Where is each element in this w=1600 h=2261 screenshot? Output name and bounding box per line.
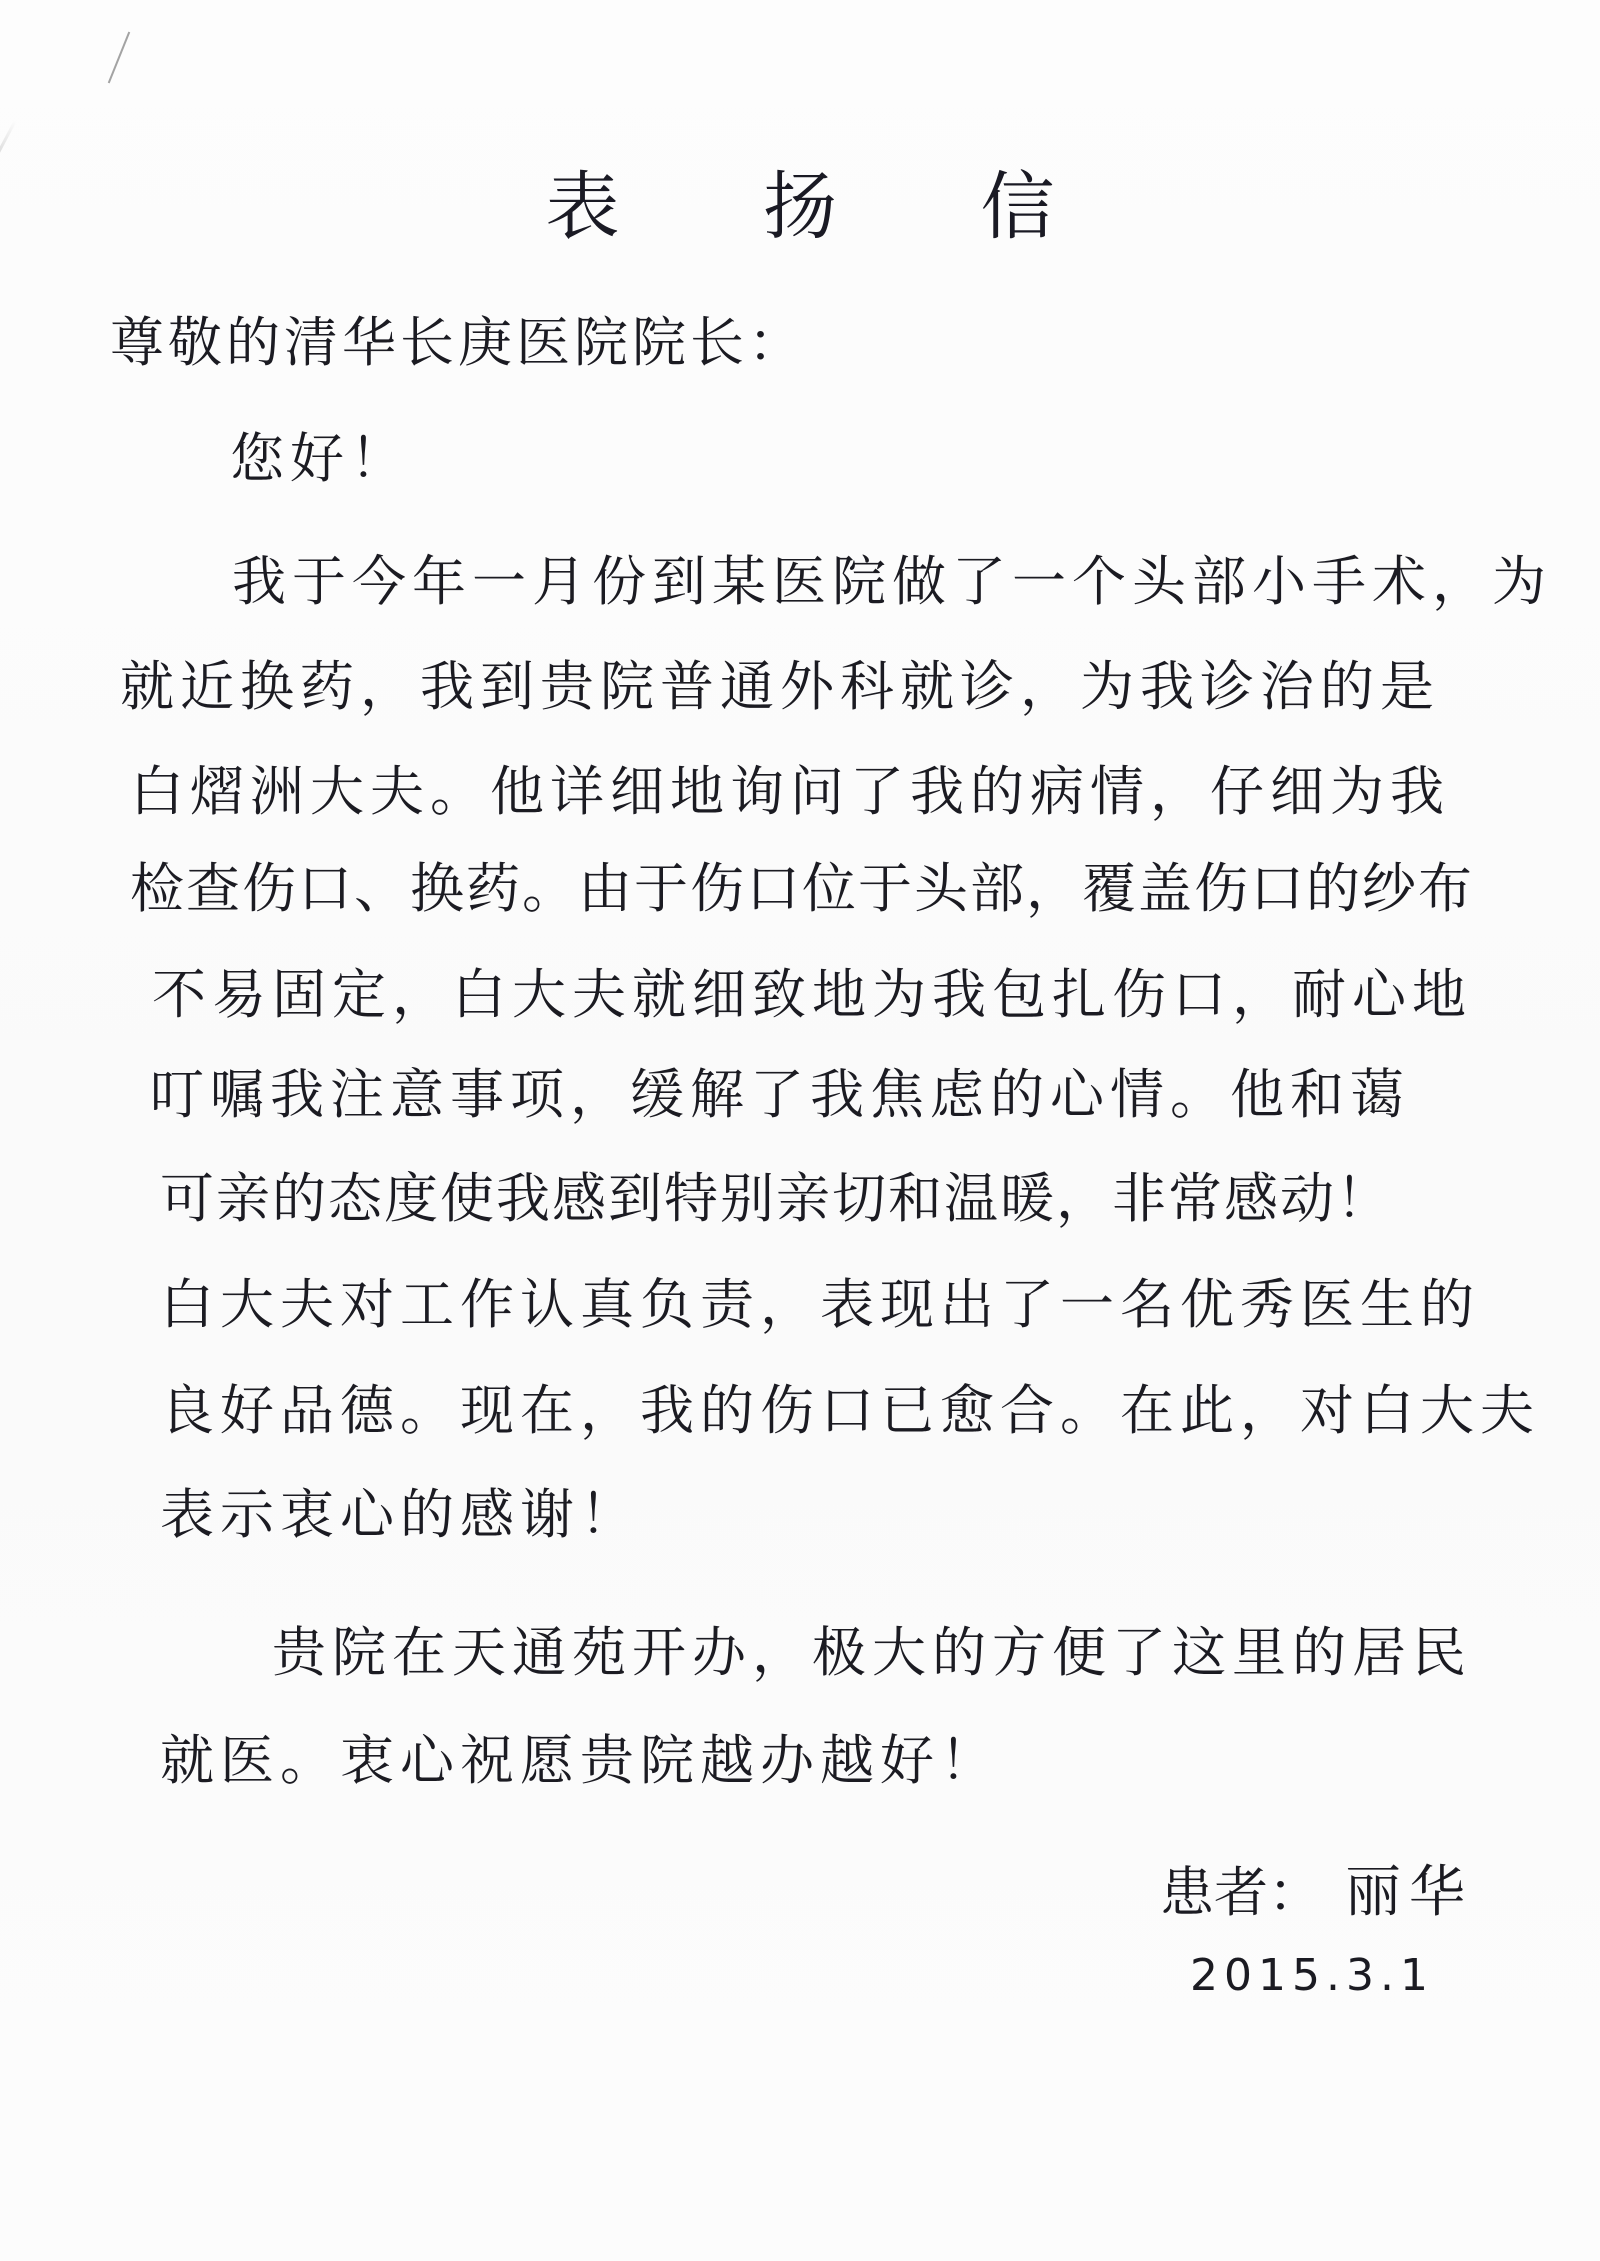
closing-line-1: 贵院在天通苑开办，极大的方便了这里的居民: [272, 1621, 1472, 1684]
body-line-4: 检查伤口、换药。由于伤口位于头部，覆盖伤口的纱布: [130, 857, 1474, 920]
letter-date: 2015.3.1: [1190, 1950, 1434, 2001]
signature-label: 患者：: [1160, 1861, 1322, 1924]
body-line-10: 表示衷心的感谢！: [160, 1483, 640, 1546]
body-line-2: 就近换药，我到贵院普通外科就诊，为我诊治的是: [120, 655, 1440, 718]
letter-title: 表 扬 信: [545, 164, 1115, 250]
signature-name: 丽华: [1345, 1860, 1473, 1925]
body-line-1: 我于今年一月份到某医院做了一个头部小手术，为: [232, 550, 1552, 613]
body-line-9: 良好品德。现在，我的伤口已愈合。在此，对白大夫: [160, 1379, 1540, 1442]
greeting: 您好！: [230, 427, 410, 490]
body-line-6: 叮嘱我注意事项，缓解了我焦虑的心情。他和蔼: [150, 1063, 1410, 1126]
salutation: 尊敬的清华长庚医院院长：: [110, 311, 806, 374]
body-line-8: 白大夫对工作认真负责，表现出了一名优秀医生的: [160, 1273, 1480, 1336]
body-line-5: 不易固定，白大夫就细致地为我包扎伤口，耐心地: [152, 963, 1472, 1026]
pen-stroke-mark: [108, 32, 130, 84]
closing-line-2: 就医。衷心祝愿贵院越办越好！: [160, 1729, 1000, 1792]
body-line-7: 可亲的态度使我感到特别亲切和温暖，非常感动！: [160, 1167, 1392, 1230]
body-line-3: 白熠洲大夫。他详细地询问了我的病情，仔细为我: [130, 760, 1450, 823]
